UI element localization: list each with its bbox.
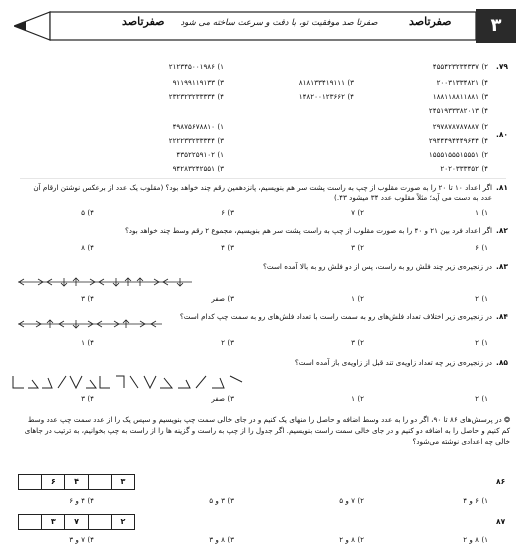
q86-cell: ۶ <box>41 475 64 489</box>
q79-option[interactable]: ۴) ۱۴۸۲۰۰۱۲۳۶۶۲ <box>298 92 354 101</box>
q80-option[interactable]: ۴) ۲۹۴۴۴۹۴۴۴۹۶۴۴ <box>428 136 488 145</box>
question-number-84: .۸۴ <box>496 312 509 321</box>
q81-option-1[interactable]: ۱) ۱ <box>475 208 488 217</box>
q79-option[interactable]: ۴) ۲۴۵۱۹۳۳۳۸۲۰۱۳ <box>428 106 488 115</box>
q80-option[interactable]: ۲) ۱۵۵۵۱۵۵۵۱۵۵۵۱ <box>428 150 488 159</box>
q79-option[interactable]: ۱) ۲۱۲۳۴۵۰۰۱۹۸۶ <box>168 62 224 71</box>
q83-option-4[interactable]: ۴) ۳ <box>81 294 94 303</box>
header-band <box>14 6 518 46</box>
q87-option-3[interactable]: ۳) ۸ و ۳ <box>209 535 234 544</box>
question-number-81: .۸۱ <box>496 183 509 192</box>
q87-table <box>18 514 135 530</box>
q87-cell: ۳ <box>41 515 64 529</box>
q85-option-4[interactable]: ۴) ۳ <box>81 394 94 403</box>
q87-cell <box>88 515 111 529</box>
q86-option-3[interactable]: ۳) ۳ و ۵ <box>209 496 234 505</box>
q80-option[interactable]: ۱) ۴۳۵۲۲۵۹۱۰۲ <box>176 150 224 159</box>
q83-text: در زنجیره‌ی زیر چند فلش رو به راست، پس از دو فلش رو به بالا آمده است؟ <box>263 262 492 271</box>
q86-option-4[interactable]: ۴) ۴ و ۶ <box>69 496 94 505</box>
q80-option[interactable]: ۳) ۹۴۲۸۳۲۴۲۵۵۱ <box>172 164 224 173</box>
arrow-chain-84 <box>16 318 166 330</box>
q87-cell: ۲ <box>111 515 134 529</box>
q86-cell: ۳ <box>111 475 134 489</box>
logo-left: صفرتاصد <box>122 15 165 28</box>
question-number-80: .۸۰ <box>496 130 509 139</box>
q85-text: در زنجیره‌ی زیر چه تعداد زاویه‌ی تند قبل از زاویه‌ی باز آمده است؟ <box>294 358 492 367</box>
q82-option-3[interactable]: ۳) ۴ <box>221 243 234 252</box>
page-number: ۳ <box>476 9 516 43</box>
question-number-79: .۷۹ <box>496 62 509 71</box>
q82-option-2[interactable]: ۲) ۳ <box>351 243 364 252</box>
q84-option-1[interactable]: ۱) ۲ <box>475 338 488 347</box>
q85-option-2[interactable]: ۲) ۱ <box>351 394 364 403</box>
question-number-83: .۸۳ <box>496 262 509 271</box>
q86-cell <box>19 475 41 489</box>
q81-option-4[interactable]: ۴) ۵ <box>81 208 94 217</box>
q79-option[interactable]: ۳) ۹۱۱۹۹۱۱۹۱۳۳ <box>172 78 224 87</box>
divider <box>20 178 506 179</box>
q82-option-4[interactable]: ۴) ۸ <box>81 243 94 252</box>
q80-option[interactable]: ۱) ۴۹۸۷۵۶۷۸۸۱۰ <box>172 122 224 131</box>
q79-option[interactable]: ۴) ۲۳۲۳۲۳۲۳۳۳۳۴ <box>168 92 224 101</box>
q86-table <box>18 474 135 490</box>
q86-option-2[interactable]: ۲) ۷ و ۵ <box>339 496 364 505</box>
q80-option[interactable]: ۴) ۲۰۲۰۳۳۳۴۵۲ <box>440 164 488 173</box>
q80-option[interactable]: ۳) ۲۲۲۲۳۳۲۳۳۳۴۴ <box>168 136 224 145</box>
q81-text: اگر اعداد ۱۰ تا ۲۰ را به صورت مقلوب از چپ به راست پشت سر هم بنویسیم، پانزدهمین رقم چند خواهد بود؟ (مقلوب یک عدد از برعکس نوشتن ارقام آن عدد به دست می آید؛ مثلاً مقلوب عدد ۳۴ میشود ۴۳.) <box>33 183 492 202</box>
question-number-87: ۸۷ <box>496 517 506 526</box>
instruction-86-90: ❂ در پرسش‌های ۸۶ تا ۹۰، اگر دو را به عدد وسط اضافه و حاصل را منهای یک کنیم و در جای خالی سمت چپ بنویسیم و سپس یک را از عدد سمت چپ عدد وسط کم کنیم و حاصل را به اضافه دو کنیم و در جای خالی سمت راست بنویسیم. اگر جدول را از چپ به راست و گزینه ها را از راست به چپ بخوانیم، به ترتیب در جاهای خالی چه اعدادی نوشته می‌شود؟ <box>24 415 510 447</box>
question-number-82: .۸۲ <box>496 226 509 235</box>
q79-option[interactable]: ۳) ۱۸۸۱۱۸۸۱۱۸۸۱ <box>432 92 488 101</box>
q84-option-4[interactable]: ۴) ۱ <box>81 338 94 347</box>
q86-cell <box>88 475 111 489</box>
q82-text: اگر اعداد فرد بین ۲۱ و ۴۰ را به صورت مقلوب از چپ به راست پشت سر هم بنویسیم، مجموع ۲ رقم وسط چند خواهد بود؟ <box>124 226 492 235</box>
slogan: صفرتا صد موفقیت تو، با دقت و سرعت ساخته می شود <box>180 18 378 28</box>
question-number-85: .۸۵ <box>496 358 509 367</box>
q84-text: در زنجیره‌ی زیر اختلاف تعداد فلش‌های رو به سمت راست با تعداد فلش‌های رو به سمت چپ کدام است؟ <box>179 312 492 321</box>
q79-option[interactable]: ۴) ۲۰۰۳۱۳۳۴۸۲۱ <box>436 78 488 87</box>
question-number-86: ۸۶ <box>496 477 506 486</box>
q83-option-3[interactable]: ۳) صفر <box>211 294 234 303</box>
q87-cell <box>19 515 41 529</box>
q87-cell: ۷ <box>64 515 87 529</box>
q84-option-3[interactable]: ۳) ۲ <box>221 338 234 347</box>
q79-option[interactable]: ۲) ۴۵۵۴۲۳۲۳۴۳۳۷ <box>432 62 488 71</box>
q83-option-1[interactable]: ۱) ۲ <box>475 294 488 303</box>
arrow-chain-83 <box>16 276 196 288</box>
q80-option[interactable]: ۲) ۲۹۷۸۷۸۷۸۷۸۸۷ <box>432 122 488 131</box>
q81-option-3[interactable]: ۳) ۶ <box>221 208 234 217</box>
q86-option-1[interactable]: ۱) ۶ و ۴ <box>463 496 488 505</box>
q85-option-1[interactable]: ۱) ۲ <box>475 394 488 403</box>
q84-option-2[interactable]: ۲) ۳ <box>351 338 364 347</box>
angle-chain-85 <box>10 372 260 392</box>
q86-cell: ۴ <box>64 475 87 489</box>
q87-option-4[interactable]: ۴) ۷ و ۳ <box>69 535 94 544</box>
logo-right: صفرتاصد <box>409 15 452 28</box>
q87-option-1[interactable]: ۱) ۸ و ۲ <box>463 535 488 544</box>
q87-option-2[interactable]: ۲) ۸ و ۲ <box>339 535 364 544</box>
q82-option-1[interactable]: ۱) ۶ <box>475 243 488 252</box>
q83-option-2[interactable]: ۲) ۱ <box>351 294 364 303</box>
q79-option[interactable]: ۳) ۸۱۸۱۳۳۴۱۹۱۱۱ <box>298 78 354 87</box>
q81-option-2[interactable]: ۲) ۷ <box>351 208 364 217</box>
q85-option-3[interactable]: ۳) صفر <box>211 394 234 403</box>
